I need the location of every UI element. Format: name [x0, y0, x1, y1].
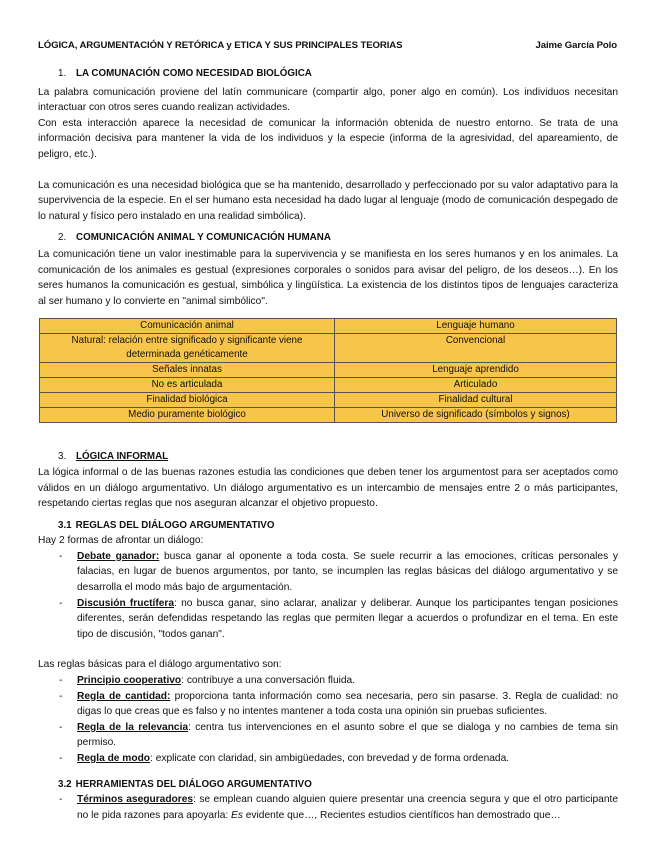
table-cell: Medio puramente biológico	[40, 408, 335, 423]
section-number: 3.2	[58, 778, 72, 790]
author-name: Jaime García Polo	[535, 40, 617, 51]
section-2-heading	[58, 230, 618, 246]
section-title: HERRAMIENTAS DEL DIÁLOGO ARGUMENTATIVO	[75, 778, 312, 790]
list-text: : centra tus intervenciones en el asunto sobre el que se dialoga y no cambies de tema sin permiso.	[77, 721, 618, 749]
tools-list	[38, 792, 618, 823]
list-item	[38, 596, 618, 643]
list-term: Discusión fructífera	[77, 597, 175, 609]
table-row	[40, 408, 617, 423]
section-number: 1.	[58, 68, 67, 79]
table-cell: Convencional	[335, 334, 617, 363]
section-number: 3.1	[58, 519, 72, 531]
list-term: Principio cooperativo	[77, 675, 182, 687]
section-title: COMUNICACIÓN ANIMAL Y COMUNICACIÓN HUMANA	[76, 232, 331, 244]
list-item	[38, 792, 618, 823]
section-title: LÓGICA INFORMAL	[76, 451, 169, 463]
table-row	[40, 393, 617, 408]
list-term: Regla de modo	[77, 753, 151, 764]
rules-list	[38, 673, 618, 767]
list-item	[38, 720, 618, 751]
section-3-1-heading	[58, 518, 618, 534]
list-text: : explicate con claridad, sin ambigüedades, con brevedad y de forma ordenada.	[150, 753, 510, 764]
paragraph: Hay 2 formas de afrontar un diálogo:	[38, 535, 204, 547]
table-cell: Articulado	[335, 378, 617, 393]
list-text: proporciona tanta información como sea necesaria, pero sin pasarse. 3. Regla de cualidad: no digas lo que creas que es falso y no intentes mantener a toda costa una opinión sin pruebas suficientes.	[77, 690, 618, 718]
list-item	[38, 549, 618, 596]
dialogue-types-list	[38, 549, 618, 643]
paragraph: La palabra comunicación proviene del latín communicare (compartir algo, poner algo en común). Los individuos necesitan interactuar con otros seres cuando realizan actividades.	[38, 86, 618, 114]
comparison-table	[39, 318, 617, 423]
list-term: Términos aseguradores	[77, 794, 194, 806]
table-cell: Señales innatas	[40, 363, 335, 378]
paragraph: La comunicación tiene un valor inestimable para la supervivencia y se manifiesta en los seres humanos y en los animales. La comunicación de los animales es gestual (expresiones corporales o sonidos para avisar del peligro, de los deseos…). En los seres humanos la comunicación es gestual, simbólica y lingüística. La existencia de los distintos tipos de lenguajes caracteriza al ser humano y lo convierte en "animal simbólico".	[38, 248, 618, 307]
table-row	[40, 378, 617, 393]
list-item	[38, 673, 618, 689]
paragraph: La lógica informal o de las buenas razones estudia las condiciones que deben tener los argumentost para ser aceptados como válidos en un diálogo argumentativo. Un diálogo argumentativo es un intercambio de mensajes entre 2 o más participantes, respetando ciertas reglas que nos aseguran alcanzar el objetivo propuesto.	[38, 466, 618, 510]
section-number: 3.	[58, 451, 67, 463]
table-cell: Universo de significado (símbolos y signos)	[335, 408, 617, 423]
list-item	[38, 751, 618, 767]
table-cell: Finalidad cultural	[335, 393, 617, 408]
table-cell: Finalidad biológica	[40, 393, 335, 408]
table-row	[40, 334, 617, 363]
list-term: Debate ganador:	[77, 550, 160, 562]
page-header	[38, 40, 617, 51]
section-title: LA COMUNACIÓN COMO NECESIDAD BIOLÓGICA	[76, 68, 312, 79]
section-1-heading	[58, 66, 618, 82]
document-body	[38, 66, 618, 823]
section-number: 2.	[58, 232, 67, 244]
list-term: Regla de la relevancia	[77, 721, 189, 733]
list-text: busca ganar al oponente a toda costa. Se suele recurrir a las emociones, críticas personales y falacias, en lugar de buenos argumentos, por tanto, se incumplen las reglas básicas del diálogo argumentativo y se desarrolla el modo más bajo de argumentación.	[77, 550, 618, 594]
document-title: LÓGICA, ARGUMENTACIÓN Y RETÓRICA y ETICA Y SUS PRINCIPALES TEORIAS	[38, 40, 403, 51]
paragraph: Con esta interacción aparece la necesidad de comunicar la información obtenida de nuestro entorno. Se trata de una información decisiva para mantener la vida de los individuos y la especie (informa de la agresividad, del apareamiento, de peligro, etc.).	[38, 117, 618, 160]
section-3-2-heading	[58, 777, 618, 793]
list-text-italic: Es	[231, 809, 243, 821]
list-text: : no busca ganar, sino aclarar, analizar y deliberar. Aunque los participantes tengan posiciones diferentes, serán defendidas respetando las reglas que permiten llegar a acuerdos o profundizar en el tema. En este tipo de discusión, "todos ganan".	[77, 597, 618, 640]
table-header-cell: Lenguaje humano	[335, 319, 617, 334]
table-header-row	[40, 319, 617, 334]
table-row	[40, 363, 617, 378]
list-term: Regla de cantidad:	[77, 690, 171, 702]
list-item	[38, 689, 618, 720]
table-cell: No es articulada	[40, 378, 335, 393]
list-text: : contribuye a una conversación fluida.	[181, 675, 356, 687]
table-cell: Natural: relación entre significado y significante viene determinada genéticamente	[40, 334, 335, 363]
section-title: REGLAS DEL DIÁLOGO ARGUMENTATIVO	[75, 519, 275, 531]
section-3-heading	[58, 449, 618, 465]
table-header-cell: Comunicación animal	[40, 319, 335, 334]
list-text: : se emplean cuando alguien quiere presentar una creencia segura y que el otro participante no le pida razones para apoyarla:	[77, 794, 618, 821]
paragraph: La comunicación es una necesidad biológica que se ha mantenido, desarrollado y perfeccionado por su valor adaptativo para la supervivencia de la especie. En el ser humano esta necesidad ha dado lugar al lenguaje (modo de comunicación despegado de lo natural y físico pero instalado en una realidad simbólica).	[38, 179, 618, 222]
table-cell: Lenguaje aprendido	[335, 363, 617, 378]
paragraph: Las reglas básicas para el diálogo argumentativo son:	[38, 659, 282, 671]
list-text: evidente que…, Recientes estudios científicos han demostrado que…	[242, 809, 561, 821]
